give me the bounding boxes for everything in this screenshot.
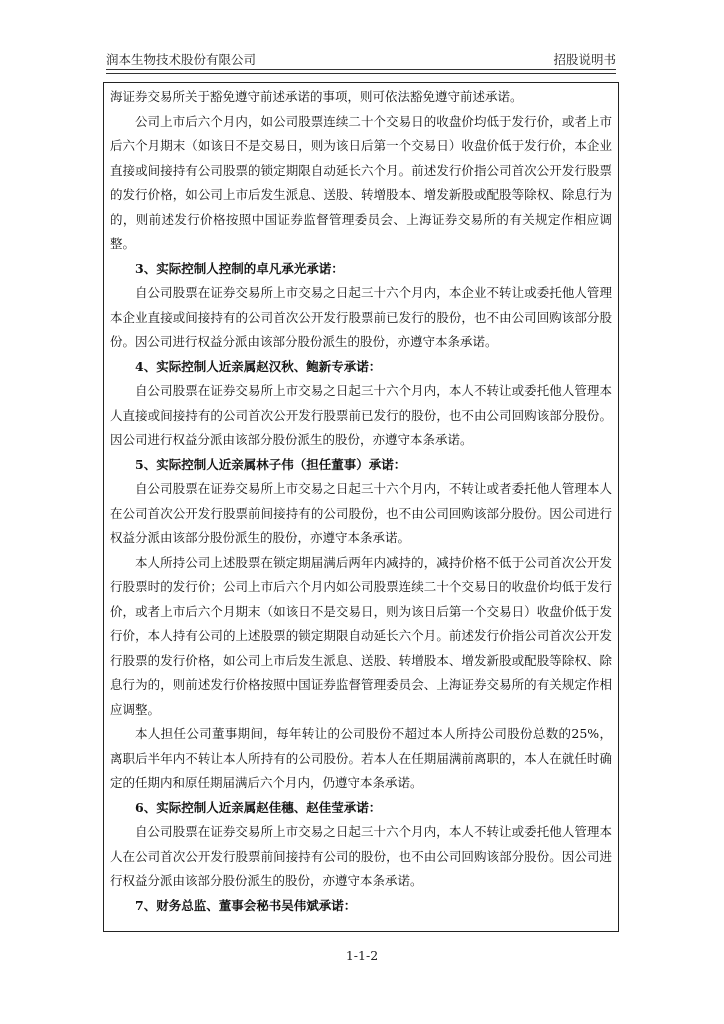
section-heading: 5、实际控制人近亲属林子伟（担任董事）承诺： (135, 456, 407, 472)
document-body (110, 85, 612, 918)
body-paragraph: 海证券交易所关于豁免遵守前述承诺的事项，则可依法豁免遵守前述承诺。 (110, 89, 523, 104)
body-paragraph: 自公司股票在证券交易所上市交易之日起三十六个月内，不转让或者委托他人管理本人在公司首次公开发行股票前间接持有的公司股份，也不由公司回购该部分股份。因公司进行权益分派由该部分股份派生的股份，亦遵守本条承诺。 (110, 481, 612, 545)
page-header (106, 46, 616, 68)
body-paragraph: 本人所持公司上述股票在锁定期届满后两年内减持的，减持价格不低于公司首次公开发行股票时的发行价；公司上市后六个月内如公司股票连续二十个交易日的收盘价均低于发行价，或者上市后六个月期末（如该日不是交易日，则为该日后第一个交易日）收盘价低于发行价，本人持有公司的上述股票的锁定期限自动延长六个月。前述发行价指公司首次公开发行股票的发行价格，如公司上市后发生派息、送股、转增股本、增发新股或配股等除权、除息行为的，则前述发行价格按照中国证券监督管理委员会、上海证券交易所的有关规定作相应调整。 (110, 554, 612, 717)
body-paragraph: 自公司股票在证券交易所上市交易之日起三十六个月内，本人不转让或委托他人管理本人在公司首次公开发行股票前间接持有公司的股份，也不由公司回购该部分股份。因公司进行权益分派由该部分股份派生的股份，亦遵守本条承诺。 (110, 824, 612, 888)
section-heading: 7、财务总监、董事会秘书吴伟斌承诺： (135, 897, 357, 913)
body-paragraph: 自公司股票在证券交易所上市交易之日起三十六个月内，本人不转让或委托他人管理本人直接或间接持有的公司首次公开发行股票前已发行的股份，也不由公司回购该部分股份。因公司进行权益分派由该部分股份派生的股份，亦遵守本条承诺。 (110, 383, 612, 447)
section-heading: 6、实际控制人近亲属赵佳穗、赵佳莹承诺： (135, 799, 382, 815)
section-heading: 3、实际控制人控制的卓凡承光承诺： (135, 260, 344, 276)
section-heading: 4、实际控制人近亲属赵汉秋、鲍新专承诺： (135, 358, 382, 374)
header-document-type: 招股说明书 (553, 52, 616, 67)
body-paragraph: 自公司股票在证券交易所上市交易之日起三十六个月内，本企业不转让或委托他人管理本企业直接或间接持有的公司首次公开发行股票前已发行的股份，也不由公司回购该部分股份。因公司进行权益分派由该部分股份派生的股份，亦遵守本条承诺。 (110, 285, 612, 349)
body-paragraph: 本人担任公司董事期间，每年转让的公司股份不超过本人所持公司股份总数的25%，离职后半年内不转让本人所持有的公司股份。若本人在任期届满前离职的，本人在就任时确定的任期内和原任期届满后六个月内，仍遵守本条承诺。 (110, 726, 612, 790)
page-number: 1-1-2 (345, 948, 379, 963)
body-paragraph: 公司上市后六个月内，如公司股票连续二十个交易日的收盘价均低于发行价，或者上市后六个月期末（如该日不是交易日，则为该日后第一个交易日）收盘价低于发行价，本企业直接或间接持有公司股票的锁定期限自动延长六个月。前述发行价指公司首次公开发行股票的发行价格，如公司上市后发生派息、送股、转增股本、增发新股或配股等除权、除息行为的，则前述发行价格按照中国证券监督管理委员会、上海证券交易所的有关规定作相应调整。 (110, 113, 612, 251)
header-rule-thin (106, 73, 616, 74)
header-company-name: 润本生物技术股份有限公司 (106, 52, 257, 67)
header-rule-thick (106, 69, 616, 70)
